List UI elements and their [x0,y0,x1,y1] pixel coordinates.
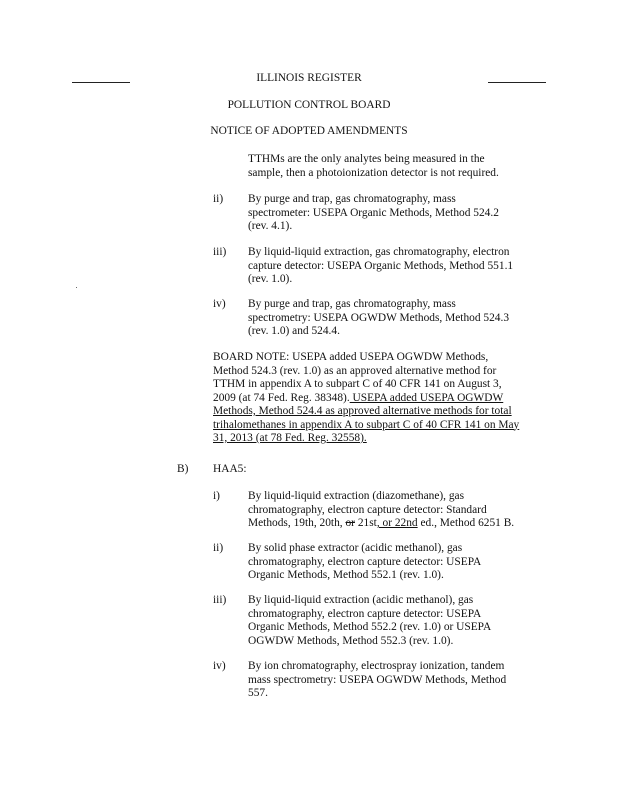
item-line: (rev. 1.0). [248,273,293,285]
haa5-item-iv-text [248,660,506,701]
item-line: Organic Methods, Method 552.2 (rev. 1.0) or USEPA [248,621,492,633]
item-line: OGWDW Methods, Method 552.3 (rev. 1.0). [248,634,454,647]
intro-paragraph [248,153,499,180]
item-line [248,517,514,531]
haa5-item-i-number: i) [213,490,220,502]
tthm-item-iii-number: iii) [213,246,227,258]
notice-title: NOTICE OF ADOPTED AMENDMENTS [210,125,408,137]
board-note-insertion-line: Methods, Method 524.4 as approved alternative methods for total [213,405,512,417]
edition-text: ed., Method 6251 B. [417,517,515,529]
item-line: By solid phase extractor (acidic methanol), gas [248,542,463,554]
scan-speck [76,287,77,288]
tthm-item-ii-number: ii) [213,193,224,205]
board-note-text: 2009 (at 74 Fed. Reg. 38348). [213,391,350,404]
inserted-text: , or 22nd [376,517,418,529]
section-b-label: HAA5: [213,463,247,475]
section-b-number: B) [177,463,189,475]
item-line: spectrometry: USEPA OGWDW Methods, Method 524.3 [248,311,510,324]
tthm-item-ii-text [248,193,499,234]
board-note [213,351,519,446]
board-note-line: BOARD NOTE: USEPA added USEPA OGWDW Methods, [213,351,489,363]
board-note-insertion: USEPA added USEPA OGWDW [349,391,504,404]
item-line: By liquid-liquid extraction, gas chromatography, electron [248,246,510,258]
board-note-line [213,392,519,406]
register-title: ILLINOIS REGISTER [256,72,362,84]
intro-line: sample, then a photoionization detector is not required. [248,166,499,179]
tthm-item-iv-text [248,298,509,339]
tthm-item-iv-number: iv) [213,298,226,310]
item-line: chromatography, electron capture detector: USEPA [248,607,482,620]
struck-text: or [345,517,355,529]
item-line: By ion chromatography, electrospray ionization, tandem [248,660,505,672]
haa5-item-iii-text [248,594,491,648]
haa5-item-ii-text [248,542,481,583]
tthm-item-iii-text [248,246,513,287]
item-line: spectrometer: USEPA Organic Methods, Method 524.2 [248,206,499,219]
item-line: By purge and trap, gas chromatography, mass [248,298,456,310]
item-line: By liquid-liquid extraction (acidic methanol), gas [248,594,474,606]
item-line: chromatography, electron capture detector: Standard [248,503,487,516]
haa5-item-iii-number: iii) [213,594,227,606]
board-note-insertion-line: 31, 2013 (at 78 Fed. Reg. 32558). [213,432,367,444]
item-line: 557. [248,687,268,699]
item-line: chromatography, electron capture detector: USEPA [248,555,482,568]
haa5-item-ii-number: ii) [213,542,224,554]
edition-text: Methods, 19th, 20th, [248,517,346,529]
haa5-item-iv-number: iv) [213,660,226,672]
agency-title: POLLUTION CONTROL BOARD [227,99,391,111]
item-line: (rev. 1.0) and 524.4. [248,325,340,337]
item-line: By liquid-liquid extraction (diazomethane), gas [248,490,465,502]
item-line: capture detector: USEPA Organic Methods, Method 551.1 [248,259,514,272]
haa5-item-i-text [248,490,514,531]
board-note-line: Method 524.3 (rev. 1.0) as an approved alternative method for [213,364,497,377]
board-note-line: TTHM in appendix A to subpart C of 40 CFR 141 on August 3, [213,378,502,390]
item-line: Organic Methods, Method 552.1 (rev. 1.0). [248,569,444,581]
edition-text: 21st [354,517,377,529]
board-note-insertion-line: trihalomethanes in appendix A to subpart C of 40 CFR 141 on May [213,418,520,431]
item-line: (rev. 4.1). [248,220,293,232]
item-line: mass spectrometry: USEPA OGWDW Methods, Method [248,673,507,686]
item-line: By purge and trap, gas chromatography, mass [248,193,456,205]
intro-line: TTHMs are the only analytes being measured in the [248,153,485,165]
